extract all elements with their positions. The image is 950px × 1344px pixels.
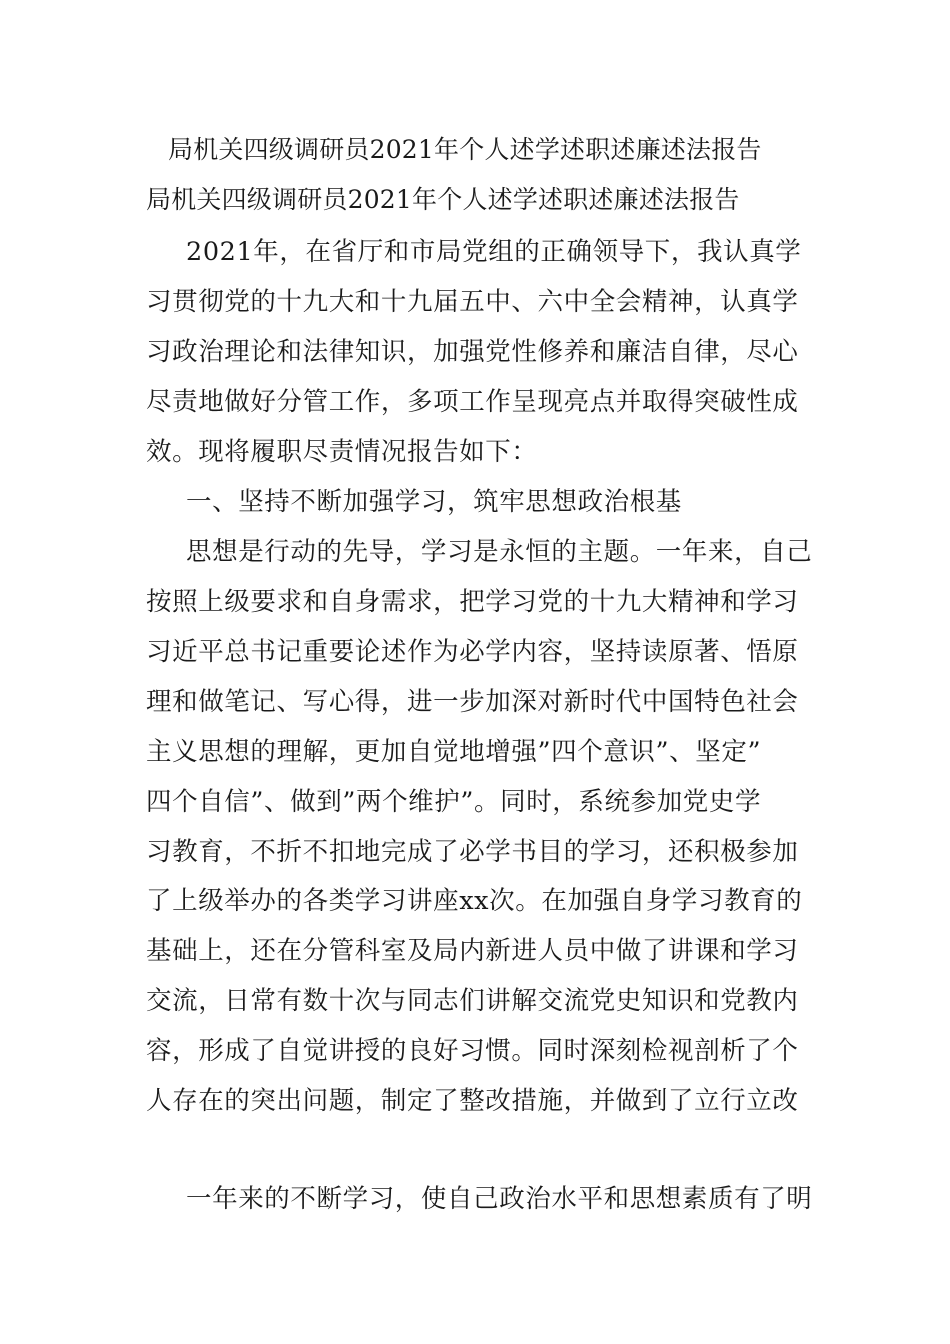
paragraph-line: 四个自信”、做到”两个维护”。同时，系统参加党史学 [146, 787, 762, 817]
paragraph-line: 主义思想的理解，更加自觉地增强”四个意识”、坚定” [146, 737, 762, 767]
paragraph-line: 了上级举办的各类学习讲座xx次。在加强自身学习教育的 [146, 886, 803, 916]
paragraph-line: 容，形成了自觉讲授的良好习惯。同时深刻检视剖析了个 [146, 1036, 799, 1066]
paragraph-line: 按照上级要求和自身需求，把学习党的十九大精神和学习 [146, 587, 799, 617]
paragraph-line: 基础上，还在分管科室及局内新进人员中做了讲课和学习 [146, 936, 799, 966]
paragraph-line: 人存在的突出问题，制定了整改措施，并做到了立行立改 [146, 1086, 799, 1116]
paragraph-line: 交流，日常有数十次与同志们讲解交流党史知识和党教内 [146, 986, 799, 1016]
paragraph-line: 习教育，不折不扣地完成了必学书目的学习，还积极参加 [146, 837, 799, 867]
paragraph-line: 习政治理论和法律知识，加强党性修养和廉洁自律，尽心 [146, 337, 799, 367]
section-heading: 一、坚持不断加强学习，筑牢思想政治根基 [186, 487, 682, 517]
paragraph-line: 习近平总书记重要论述作为必学内容，坚持读原著、悟原 [146, 637, 799, 667]
paragraph-line: 效。现将履职尽责情况报告如下： [146, 437, 538, 467]
document-title: 局机关四级调研员2021年个人述学述职述廉述法报告 [168, 135, 762, 164]
paragraph-line: 一年来的不断学习，使自己政治水平和思想素质有了明 [186, 1184, 813, 1214]
paragraph-line: 2021年，在省厅和市局党组的正确领导下，我认真学 [186, 237, 802, 267]
document-title-repeat: 局机关四级调研员2021年个人述学述职述廉述法报告 [146, 185, 740, 214]
paragraph-line: 思想是行动的先导，学习是永恒的主题。一年来，自己 [186, 537, 813, 567]
paragraph-line: 尽责地做好分管工作，多项工作呈现亮点并取得突破性成 [146, 387, 799, 417]
paragraph-line: 理和做笔记、写心得，进一步加深对新时代中国特色社会 [146, 687, 799, 717]
paragraph-line: 习贯彻党的十九大和十九届五中、六中全会精神，认真学 [146, 287, 799, 317]
